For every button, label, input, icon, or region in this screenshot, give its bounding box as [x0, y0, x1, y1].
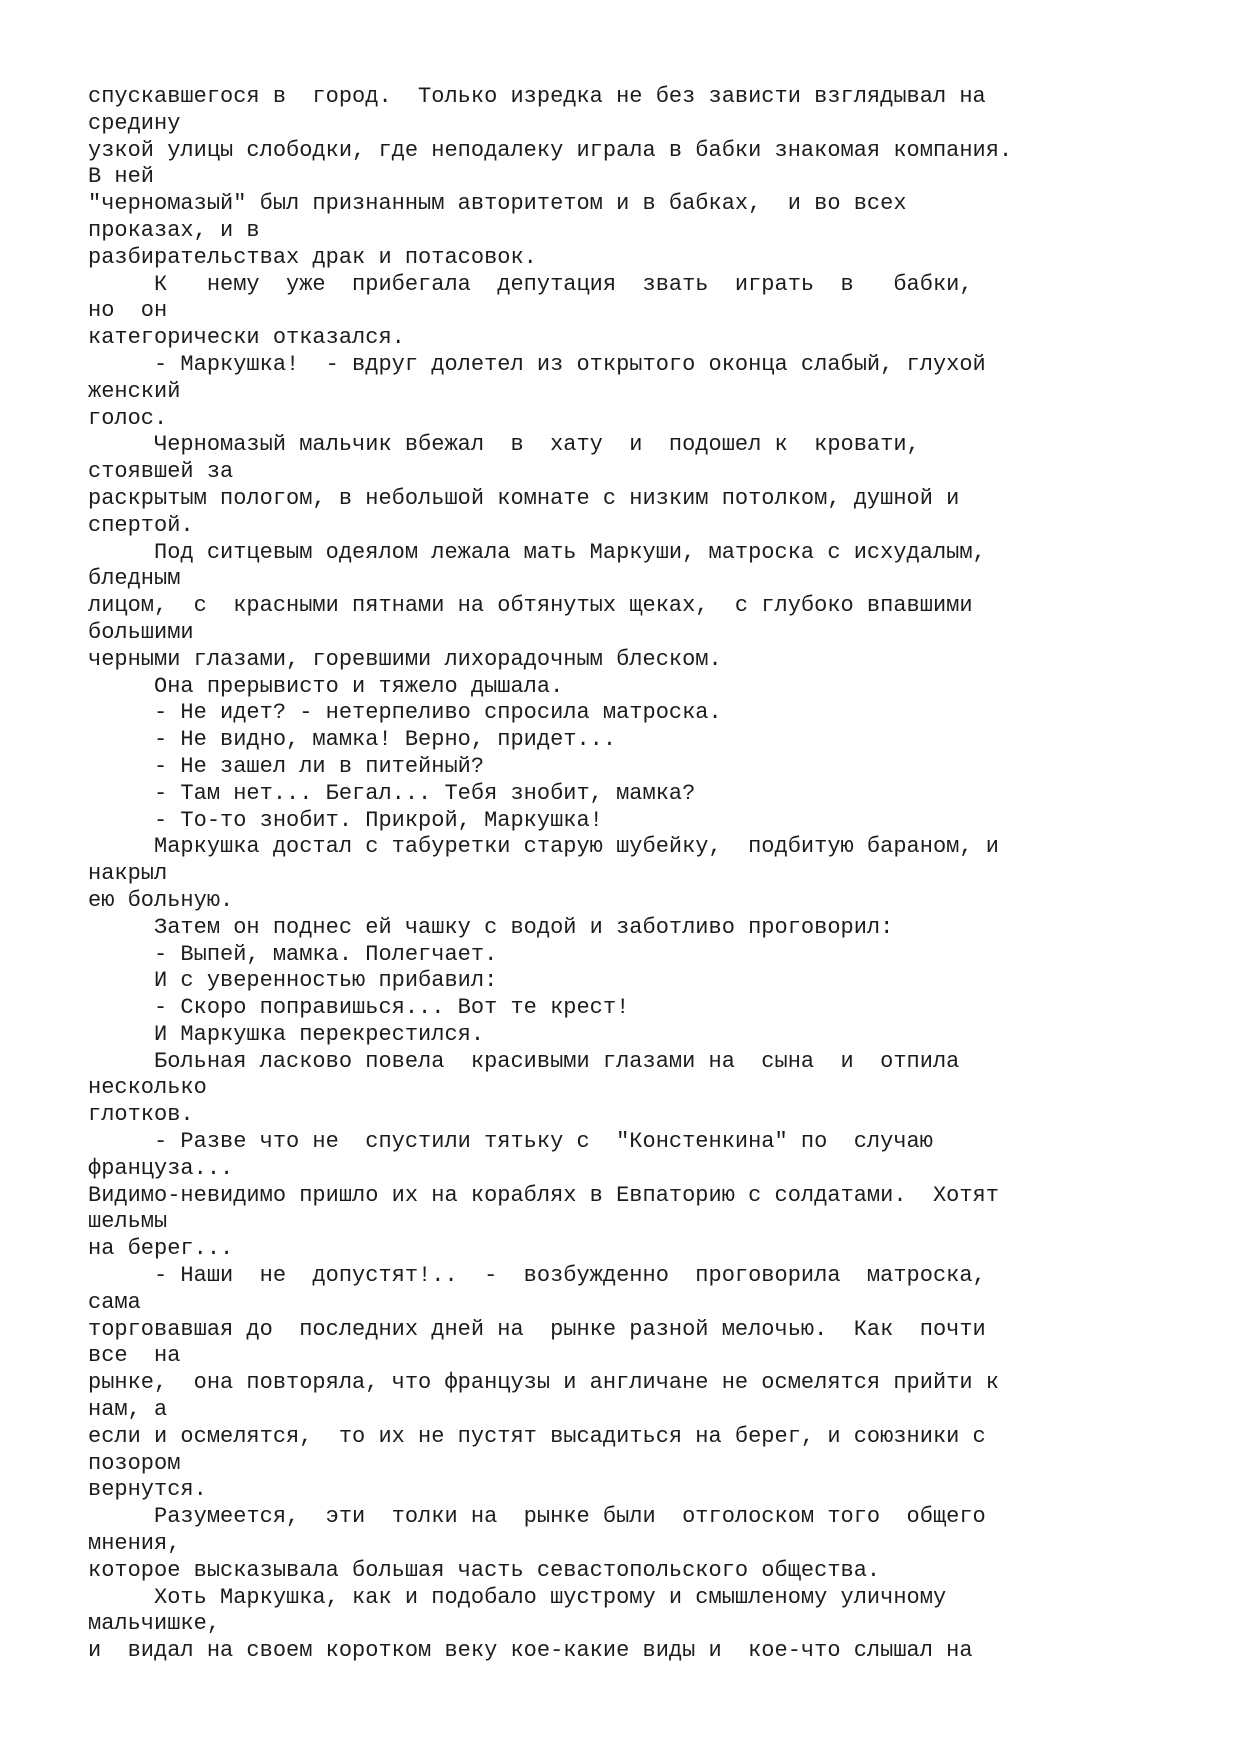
text-line: средину	[88, 110, 181, 136]
document-text	[88, 84, 1228, 1665]
text-line: Хоть Маркушка, как и подобало шустрому и смышленому уличному	[88, 1584, 947, 1610]
text-line: черными глазами, горевшими лихорадочным блеском.	[88, 646, 722, 672]
text-line: узкой улицы слободки, где неподалеку играла в бабки знакомая компания.	[88, 137, 1013, 163]
text-line: ею больную.	[88, 887, 234, 913]
text-line: если и осмелятся, то их не пустят высадиться на берег, и союзники с	[88, 1423, 986, 1449]
text-line: француза...	[88, 1155, 234, 1181]
text-line: - Маркушка! - вдруг долетел из открытого оконца слабый, глухой	[88, 351, 986, 377]
text-line: спускавшегося в город. Только изредка не без зависти взглядывал на	[88, 84, 986, 109]
text-line: - Не идет? - нетерпеливо спросила матроска.	[88, 700, 722, 726]
text-line: накрыл	[88, 861, 168, 887]
text-line: - Там нет... Бегал... Тебя знобит, мамка?	[88, 780, 696, 806]
text-line: все на	[88, 1343, 181, 1369]
text-line: сама	[88, 1289, 141, 1315]
text-line: - Не видно, мамка! Верно, придет...	[88, 727, 617, 753]
text-line: голос.	[88, 405, 168, 431]
text-line: Под ситцевым одеялом лежала мать Маркуши, матроска с исхудалым,	[88, 539, 986, 565]
text-line: позором	[88, 1450, 181, 1476]
text-line: раскрытым пологом, в небольшой комнате с низким потолком, душной и	[88, 485, 960, 511]
text-line: женский	[88, 378, 181, 404]
text-line: бледным	[88, 566, 181, 592]
text-line: мальчишке,	[88, 1611, 221, 1637]
text-line: разбирательствах драк и потасовок.	[88, 244, 537, 270]
text-line: большими	[88, 619, 194, 645]
text-line: - Разве что не спустили тятьку с "Констенкина" по случаю	[88, 1129, 933, 1155]
text-line: стоявшей за	[88, 459, 234, 485]
text-line: "черномазый" был признанным авторитетом и в бабках, и во всех	[88, 191, 907, 217]
text-line: - То-то знобит. Прикрой, Маркушка!	[88, 807, 603, 833]
text-line: которое высказывала большая часть севастопольского общества.	[88, 1557, 881, 1583]
text-line: категорически отказался.	[88, 325, 405, 351]
text-line: на берег...	[88, 1236, 234, 1262]
text-line: проказах, и в	[88, 217, 260, 243]
text-line: Маркушка достал с табуретки старую шубейку, подбитую бараном, и	[88, 834, 999, 860]
text-line: Больная ласково повела красивыми глазами на сына и отпила	[88, 1048, 960, 1074]
text-line: И с уверенностью прибавил:	[88, 968, 498, 994]
text-line: - Выпей, мамка. Полегчает.	[88, 941, 498, 967]
text-line: спертой.	[88, 512, 194, 538]
text-line: Она прерывисто и тяжело дышала.	[88, 673, 564, 699]
text-line: Разумеется, эти толки на рынке были отголоском того общего	[88, 1504, 986, 1530]
text-line: но он	[88, 298, 168, 324]
text-line: несколько	[88, 1075, 207, 1101]
text-line: мнения,	[88, 1531, 181, 1557]
text-line: и видал на своем коротком веку кое-какие виды и кое-что слышал на	[88, 1638, 973, 1664]
text-line: В ней	[88, 164, 155, 190]
text-line: глотков.	[88, 1102, 194, 1128]
text-line: шельмы	[88, 1209, 168, 1235]
text-line: - Наши не допустят!.. - возбужденно проговорила матроска,	[88, 1263, 986, 1289]
text-line: рынке, она повторяла, что французы и англичане не осмелятся прийти к	[88, 1370, 999, 1396]
text-line: - Скоро поправишься... Вот те крест!	[88, 995, 630, 1021]
text-line: К нему уже прибегала депутация звать играть в бабки,	[88, 271, 973, 297]
text-line: лицом, с красными пятнами на обтянутых щеках, с глубоко впавшими	[88, 593, 973, 619]
text-line: - Не зашел ли в питейный?	[88, 753, 485, 779]
text-line: нам, а	[88, 1397, 168, 1423]
text-line: Затем он поднес ей чашку с водой и заботливо проговорил:	[88, 914, 894, 940]
text-line: торговавшая до последних дней на рынке разной мелочью. Как почти	[88, 1316, 986, 1342]
text-line: И Маркушка перекрестился.	[88, 1021, 485, 1047]
text-line: Видимо-невидимо пришло их на кораблях в Евпаторию с солдатами. Хотят	[88, 1182, 999, 1208]
text-line: вернутся.	[88, 1477, 207, 1503]
text-line: Черномазый мальчик вбежал в хату и подошел к кровати,	[88, 432, 920, 458]
